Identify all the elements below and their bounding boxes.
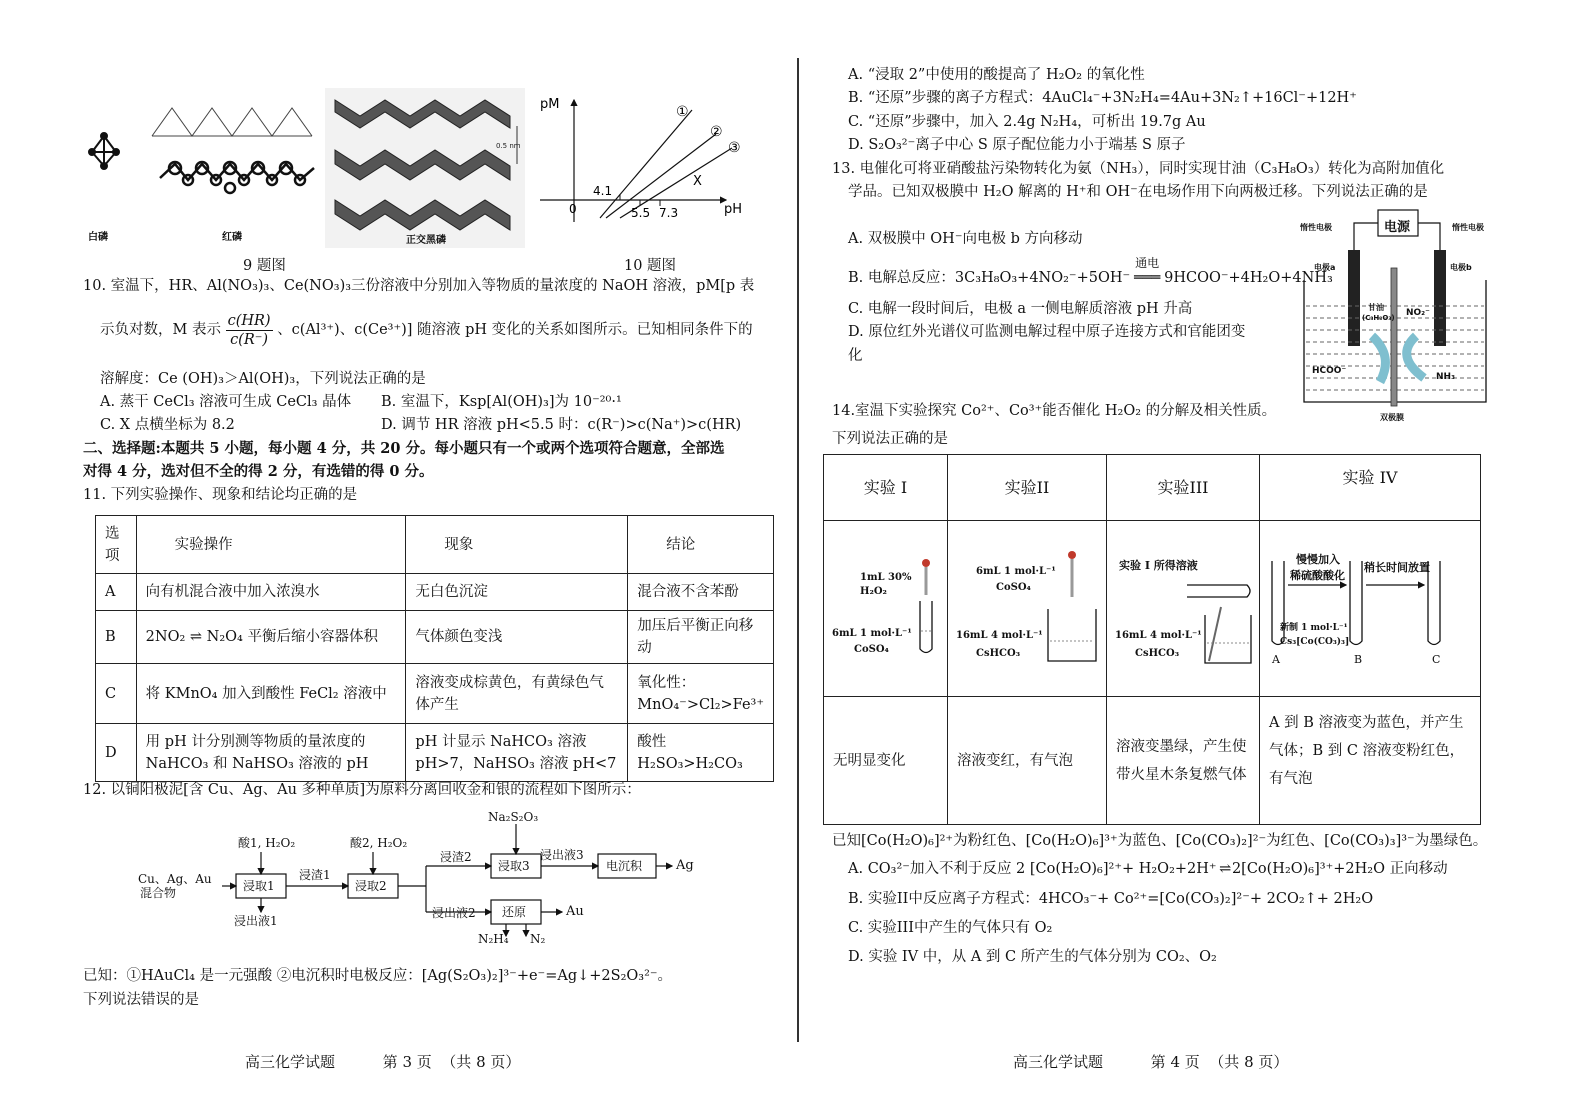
bipolar-membrane-label: 双极膜 bbox=[1380, 413, 1404, 422]
electrolysis-condition: 通电 bbox=[1135, 256, 1160, 270]
q11-table bbox=[95, 515, 774, 782]
figure-10 bbox=[536, 92, 756, 232]
leach3-box: 浸取3 bbox=[498, 859, 530, 873]
acid2-label: 酸2, H₂O₂ bbox=[350, 836, 408, 850]
footer-page-4: 高三化学试题 第 4 页 （共 8 页） bbox=[1013, 1053, 1289, 1071]
q12-known: 已知：①HAuCl₄ 是一元强酸 ②电沉积时电极反应：[Ag(S₂O₃)₂]³⁻+e⁻=Ag↓+2S₂O₃²⁻。 bbox=[83, 968, 673, 984]
q10-option-a[interactable]: A. 蒸干 CeCl₃ 溶液可生成 CeCl₃ 晶体 bbox=[100, 394, 352, 410]
q11-stem: 11. 下列实验操作、现象和结论均正确的是 bbox=[83, 487, 358, 503]
beaker-icon bbox=[1044, 549, 1100, 669]
n2-label: N₂ bbox=[530, 932, 546, 946]
q12-option-b[interactable]: B. “还原”步骤的离子方程式：4AuCl₄⁻+3N₂H₄=4Au+3N₂↑+16Cl⁻+12H⁺ bbox=[848, 90, 1357, 106]
glycerol-formula: (C₃H₈O₃) bbox=[1362, 314, 1395, 322]
exp2-result: 溶液变红，有气泡 bbox=[948, 697, 1107, 825]
curve-3-label: ③ bbox=[728, 140, 741, 156]
origin-label: 0 bbox=[569, 202, 577, 216]
q13-option-b[interactable]: B. 电解总反应：3C₃H₈O₃+4NO₂⁻+5OH⁻ 通电 ═══ 9HCOO⁻+4H₂O+4NH₃ bbox=[848, 256, 1333, 286]
q13-option-d-line1[interactable]: D. 原位红外光谱仪可监测电解过程中原子连接方式和官能团变 bbox=[848, 324, 1246, 340]
exp1-setup: 1mL 30% H₂O₂ 6mL 1 mol·L⁻¹ CoSO₄ bbox=[824, 521, 948, 697]
q14-option-b[interactable]: B. 实验II中反应离子方程式：4HCO₃⁻+ Co²⁺=[Co(CO₃)₂]²⁻+ 2CO₂↑+ 2H₂O bbox=[848, 891, 1374, 907]
phosphorus-allotropes-image bbox=[80, 88, 530, 248]
exp2-setup: 6mL 1 mol·L⁻¹ CoSO₄ 16mL 4 mol·L⁻¹ CsHCO₃ bbox=[948, 521, 1107, 697]
q14-table bbox=[823, 454, 1481, 825]
filtrate3-label: 浸出液3 bbox=[540, 848, 584, 862]
q10-line3: 溶解度：Ce (OH)₃＞Al(OH)₃，下列说法正确的是 bbox=[100, 371, 426, 387]
exp3-result: 溶液变墨绿，产生使带火星木条复燃气体 bbox=[1107, 697, 1260, 825]
q13-line2: 学品。已知双极膜中 H₂O 解离的 H⁺和 OH⁻在电场作用下向两极迁移。下列说法正确的是 bbox=[848, 184, 1428, 200]
leach1-box: 浸取1 bbox=[243, 879, 275, 893]
q13-option-d-line2: 化 bbox=[848, 348, 863, 364]
reduction-box: 还原 bbox=[502, 905, 527, 919]
q12-option-a[interactable]: A. “浸取 2”中使用的酸提高了 H₂O₂ 的氧化性 bbox=[848, 67, 1145, 83]
q10-option-d[interactable]: D. 调节 HR 溶液 pH<5.5 时：c(R⁻)>c(Na⁺)>c(HR) bbox=[381, 417, 742, 433]
white-phosphorus-label: 白磷 bbox=[88, 232, 108, 243]
q14-known: 已知[Co(H₂O)₆]²⁺为粉红色、[Co(H₂O)₆]³⁺为蓝色、[Co(CO₃)₂]²⁻为红色、[Co(CO₃)₃]³⁻为墨绿色。 bbox=[832, 833, 1488, 849]
point-x-label: X bbox=[693, 174, 702, 189]
q11-header-option: 选项 bbox=[96, 516, 137, 574]
q11-header-conclusion: 结论 bbox=[628, 516, 774, 574]
tick-7-3: 7.3 bbox=[659, 206, 679, 220]
test-tube-icon bbox=[916, 557, 938, 657]
power-source-label: 电源 bbox=[1384, 220, 1411, 235]
figure-9-caption: 9 题图 bbox=[243, 258, 286, 274]
thiosulfate-label: Na₂S₂O₃ bbox=[488, 810, 539, 824]
electrode-a-label: 电极a bbox=[1314, 263, 1336, 272]
leach2-box: 浸取2 bbox=[355, 879, 387, 893]
feed-label-2: 混合物 bbox=[140, 886, 177, 900]
feed-label: Cu、Ag、Au bbox=[138, 872, 212, 886]
exp4-header: 实验 IV bbox=[1260, 455, 1481, 521]
au-product: Au bbox=[566, 904, 584, 919]
inert-electrode-a-label: 惰性电极 bbox=[1300, 223, 1332, 232]
y-axis-label: pM bbox=[540, 97, 560, 112]
exp4-setup: 慢慢加入 稀硫酸酸化 稍长时间放置 新制 1 mol·L⁻¹ Cs₃[Co(CO₃)₃] A B C bbox=[1260, 521, 1481, 697]
q12-flowchart bbox=[136, 804, 706, 954]
exp3-header: 实验III bbox=[1107, 455, 1260, 521]
red-phosphorus-label: 红磷 bbox=[222, 232, 242, 243]
q12-ask: 下列说法错误的是 bbox=[83, 992, 199, 1008]
filtrate2-label: 浸出液2 bbox=[432, 906, 476, 920]
page-divider bbox=[797, 58, 799, 1042]
table-row: C 将 KMnO₄ 加入到酸性 FeCl₂ 溶液中 溶液变成棕黄色，有黄绿色气体产生 氧化性：MnO₄⁻>Cl₂>Fe³⁺ bbox=[96, 664, 774, 724]
nitrite-label: NO₂⁻ bbox=[1406, 308, 1430, 318]
q10-line1: 10. 室温下，HR、Al(NO₃)₃、Ce(NO₃)₃三份溶液中分别加入等物质的量浓度的 NaOH 溶液，pM[p 表 bbox=[83, 278, 755, 294]
n2h4-label: N₂H₄ bbox=[478, 932, 509, 946]
black-phosphorus-label: 正交黑磷 bbox=[406, 235, 446, 246]
q13-option-a[interactable]: A. 双极膜中 OH⁻向电极 b 方向移动 bbox=[848, 231, 1083, 247]
x-axis-label: pH bbox=[724, 202, 743, 217]
glycerol-label: 甘油 bbox=[1368, 303, 1384, 312]
q10-option-c[interactable]: C. X 点横坐标为 8.2 bbox=[100, 417, 235, 433]
exp3-setup: 实验 I 所得溶液 16mL 4 mol·L⁻¹ CsHCO₃ bbox=[1107, 521, 1260, 697]
scale-label: 0.5 nm bbox=[496, 142, 521, 150]
residue1-label: 浸渣1 bbox=[299, 868, 331, 882]
exp1-result: 无明显变化 bbox=[824, 697, 948, 825]
tick-4-1: 4.1 bbox=[593, 184, 613, 198]
section2-line2: 对得 4 分，选对但不全的得 2 分，有选错的得 0 分。 bbox=[83, 463, 434, 480]
electrolysis-cell-figure bbox=[1290, 206, 1490, 426]
exp4-result: A 到 B 溶液变为蓝色，并产生气体；B 到 C 溶液变粉红色，有气泡 bbox=[1260, 697, 1481, 825]
electrode-b-label: 电极b bbox=[1450, 263, 1472, 272]
q12-stem: 12. 以铜阳极泥[含 Cu、Ag、Au 多种单质]为原料分离回收金和银的流程如下图所示： bbox=[83, 782, 641, 798]
hr-ratio-fraction: $\frac{c(HR)}{c(R^-)}$ bbox=[227, 312, 271, 348]
pm-ph-plot bbox=[536, 92, 756, 232]
q14-option-d[interactable]: D. 实验 IV 中，从 A 到 C 所产生的气体分别为 CO₂、O₂ bbox=[848, 949, 1217, 965]
tube-sequence-icon bbox=[1264, 541, 1478, 651]
section2-line1: 二、选择题:本题共 5 小题，每小题 4 分，共 20 分。每小题只有一个或两个选项符合题意，全部选 bbox=[83, 440, 725, 457]
inert-electrode-b-label: 惰性电极 bbox=[1452, 223, 1484, 232]
q11-header-operation: 实验操作 bbox=[136, 516, 406, 574]
q14-line1: 14.室温下实验探究 Co²⁺、Co³⁺能否催化 H₂O₂ 的分解及相关性质。 bbox=[832, 403, 1277, 419]
figure-10-caption: 10 题图 bbox=[624, 258, 677, 274]
q12-option-c[interactable]: C. “还原”步骤中，加入 2.4g N₂H₄，可析出 19.7g Au bbox=[848, 114, 1206, 130]
ammonia-label: NH₃ bbox=[1436, 372, 1456, 382]
q13-option-c[interactable]: C. 电解一段时间后，电极 a 一侧电解质溶液 pH 升高 bbox=[848, 301, 1193, 317]
table-row: A 向有机混合液中加入浓溴水 无白色沉淀 混合液不含苯酚 bbox=[96, 574, 774, 611]
ag-product: Ag bbox=[676, 858, 694, 873]
q10-line2: 示负对数，M 表示 $\frac{c(HR)}{c(R^-)}$ 、c(Al³⁺)、c(Ce³⁺)] 随溶液 pH 变化的关系如图所示。已知相同条件下的 bbox=[100, 312, 753, 348]
curve-1-label: ① bbox=[676, 104, 689, 120]
exp1-header: 实验 I bbox=[824, 455, 948, 521]
exp2-header: 实验II bbox=[948, 455, 1107, 521]
q14-line2: 下列说法正确的是 bbox=[832, 431, 948, 447]
q14-option-c[interactable]: C. 实验III中产生的气体只有 O₂ bbox=[848, 920, 1053, 936]
filtrate1-label: 浸出液1 bbox=[234, 914, 278, 928]
curve-2-label: ② bbox=[710, 124, 723, 140]
residue2-label: 浸渣2 bbox=[440, 850, 472, 864]
electrodeposit-box: 电沉积 bbox=[606, 859, 643, 873]
acid1-label: 酸1, H₂O₂ bbox=[238, 836, 296, 850]
footer-page-3: 高三化学试题 第 3 页 （共 8 页） bbox=[245, 1053, 521, 1071]
q13-line1: 13. 电催化可将亚硝酸盐污染物转化为氨（NH₃），同时实现甘油（C₃H₈O₃）转化为高附加值化 bbox=[832, 161, 1445, 177]
tube-and-beaker-icon bbox=[1181, 571, 1257, 671]
q14-option-a[interactable]: A. CO₃²⁻加入不利于反应 2 [Co(H₂O)₆]²⁺+ H₂O₂+2H⁺ ⇌ 2[Co(H₂O)₆]³⁺+2H₂O 正向移动 bbox=[848, 861, 1448, 877]
figure-9 bbox=[80, 88, 530, 248]
tick-5-5: 5.5 bbox=[631, 206, 651, 220]
formate-label: HCOO⁻ bbox=[1312, 366, 1347, 376]
table-row: B 2NO₂ ⇌ N₂O₄ 平衡后缩小容器体积 气体颜色变浅 加压后平衡正向移动 bbox=[96, 611, 774, 664]
q10-option-b[interactable]: B. 室温下，Ksp[Al(OH)₃]为 10⁻²⁰·¹ bbox=[381, 394, 622, 410]
flowchart-arrows bbox=[136, 804, 706, 954]
q11-header-phenomenon: 现象 bbox=[406, 516, 628, 574]
table-row: D 用 pH 计分别测等物质的量浓度的 NaHCO₃ 和 NaHSO₃ 溶液的 pH pH 计显示 NaHCO₃ 溶液 pH>7，NaHSO₃ 溶液 pH<7 酸性 H₂SO₃>H₂CO₃ bbox=[96, 724, 774, 782]
q12-option-d[interactable]: D. S₂O₃²⁻离子中心 S 原子配位能力小于端基 S 原子 bbox=[848, 137, 1186, 153]
